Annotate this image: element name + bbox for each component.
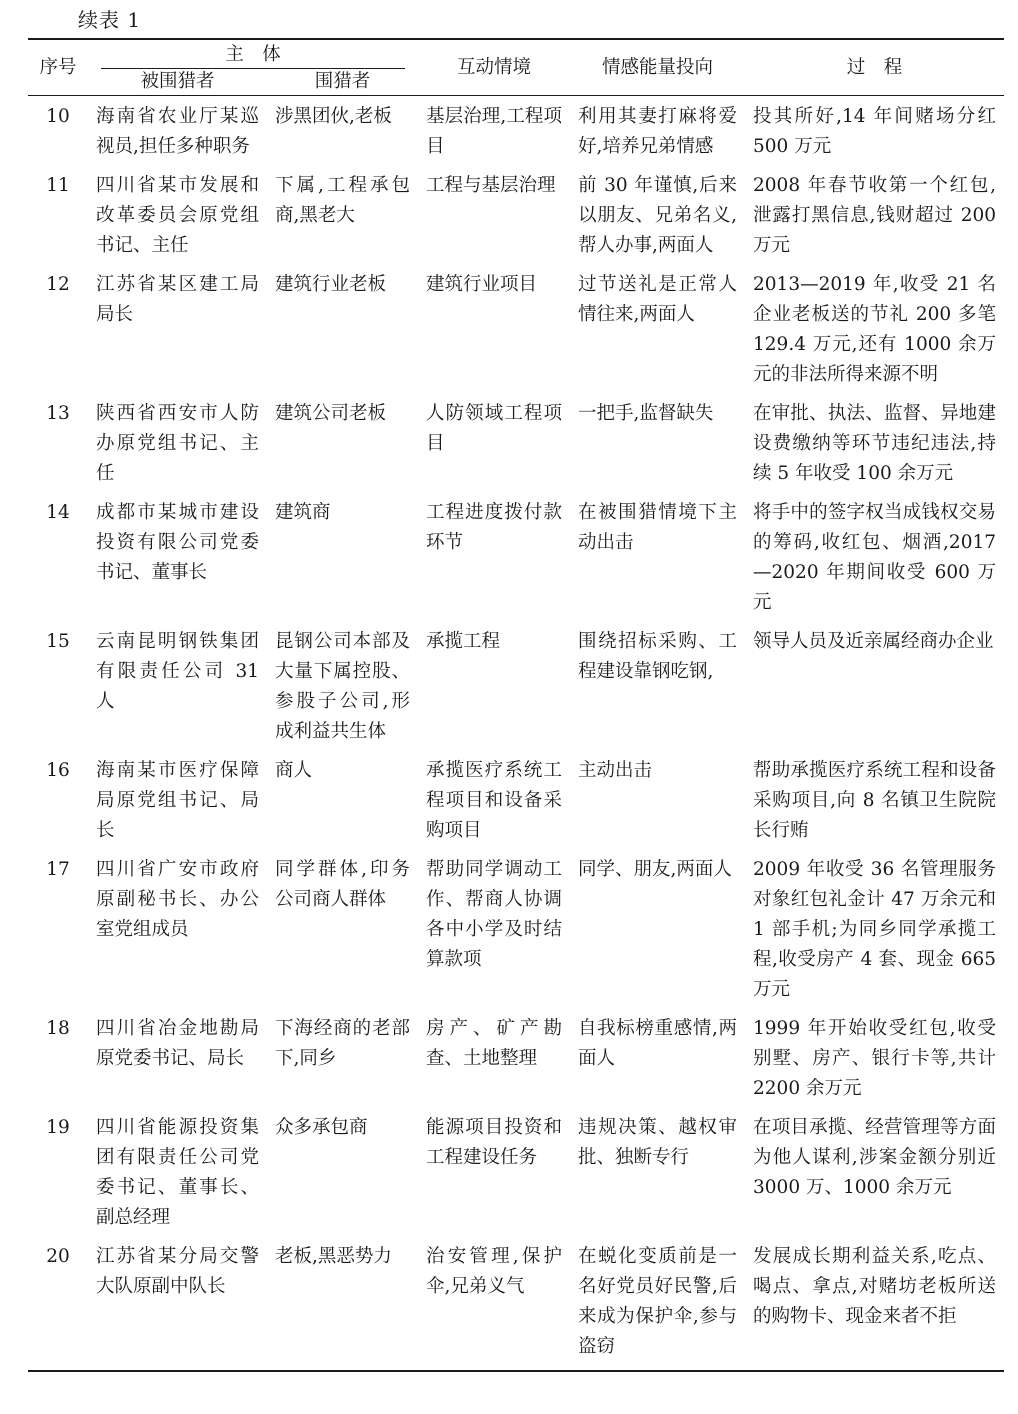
cell-emotion: 围绕招标采购、工程建设靠钢吃钢, <box>578 631 738 682</box>
cell-process: 将手中的签字权当成钱权交易的筹码,收红包、烟酒,2017—2020 年期间收受 600 万元 <box>753 502 997 613</box>
table-row <box>28 750 1004 849</box>
cell-context: 工程进度拨付款环节 <box>426 502 563 553</box>
cell-context: 治安管理,保护伞,兄弟义气 <box>418 1236 570 1371</box>
cell-process: 投其所好,14 年间赌场分红 500 万元 <box>753 106 997 157</box>
cell-process: 2013—2019 年,收受 21 名企业老板送的节礼 200 多笔 129.4 万元,还有 1000 余万元的非法所得来源不明 <box>753 274 997 385</box>
cell-hunted: 江苏省某区建工局局长 <box>96 274 259 325</box>
header-context: 互动情境 <box>418 39 570 96</box>
table-row <box>28 165 1004 264</box>
table-header <box>28 39 1004 96</box>
table-caption: 续表 1 <box>78 8 142 32</box>
cell-hunted: 四川省能源投资集团有限责任公司党委书记、董事长、副总经理 <box>96 1117 259 1228</box>
cell-hunter: 下海经商的老部下,同乡 <box>275 1018 411 1069</box>
cell-hunter: 老板,黑恶势力 <box>267 1236 418 1371</box>
cell-process: 在项目承揽、经营管理等方面为他人谋利,涉案金额分别近 3000 万、1000 余万元 <box>753 1117 997 1198</box>
row-number: 19 <box>46 1117 70 1138</box>
cell-context: 人防领域工程项目 <box>426 403 563 454</box>
cell-hunter: 建筑商 <box>275 502 331 523</box>
row-number: 20 <box>28 1236 88 1371</box>
cell-process: 2009 年收受 36 名管理服务对象红包礼金计 47 万余元和 1 部手机;为同乡同学承揽工程,收受房产 4 套、现金 665 万元 <box>753 859 997 1000</box>
cell-hunter: 建筑公司老板 <box>275 403 387 424</box>
table-row <box>28 849 1004 1008</box>
header-subject-label: 主 体 <box>225 44 281 65</box>
table-row <box>28 1107 1004 1236</box>
row-number: 14 <box>46 502 70 523</box>
cell-emotion: 过节送礼是正常人情往来,两面人 <box>578 274 738 325</box>
table-body <box>28 96 1004 1372</box>
cell-context: 承揽工程 <box>426 631 501 652</box>
data-table <box>28 38 1004 1372</box>
cell-hunter: 商人 <box>275 760 313 781</box>
row-number: 10 <box>46 106 70 127</box>
row-number: 15 <box>46 631 70 652</box>
cell-emotion: 自我标榜重感情,两面人 <box>578 1018 738 1069</box>
cell-hunted: 四川省广安市政府原副秘书长、办公室党组成员 <box>96 859 259 940</box>
table-row <box>28 393 1004 492</box>
row-number: 17 <box>46 859 70 880</box>
cell-emotion: 同学、朋友,两面人 <box>578 859 732 880</box>
cell-context: 工程与基层治理 <box>426 175 556 196</box>
cell-process: 1999 年开始收受红包,收受别墅、房产、银行卡等,共计 2200 余万元 <box>753 1018 997 1099</box>
cell-emotion: 在蜕化变质前是一名好党员好民警,后来成为保护伞,参与盗窃 <box>570 1236 745 1371</box>
cell-process: 发展成长期利益关系,吃点、喝点、拿点,对赌坊老板所送的购物卡、现金来者不拒 <box>745 1236 1004 1371</box>
row-number: 12 <box>46 274 70 295</box>
cell-emotion: 一把手,监督缺失 <box>578 403 714 424</box>
cell-process: 领导人员及近亲属经商办企业 <box>753 631 994 652</box>
cell-hunter: 众多承包商 <box>275 1117 368 1138</box>
row-number: 16 <box>46 760 70 781</box>
row-number: 11 <box>46 175 70 196</box>
cell-hunter: 同学群体,印务公司商人群体 <box>275 859 411 910</box>
cell-emotion: 主动出击 <box>578 760 653 781</box>
cell-context: 基层治理,工程项目 <box>426 106 563 157</box>
cell-context: 承揽医疗系统工程项目和设备采购项目 <box>426 760 563 841</box>
header-subject <box>88 39 418 69</box>
header-hunted: 被围猎者 <box>88 69 267 96</box>
cell-process: 帮助承揽医疗系统工程和设备采购项目,向 8 名镇卫生院院长行贿 <box>753 760 997 841</box>
table-row <box>28 492 1004 621</box>
table-row <box>28 96 1004 166</box>
table-row <box>28 621 1004 750</box>
cell-context: 房产、矿产勘查、土地整理 <box>426 1018 563 1069</box>
row-number: 18 <box>46 1018 70 1039</box>
cell-emotion: 利用其妻打麻将爱好,培养兄弟情感 <box>578 106 738 157</box>
cell-process: 在审批、执法、监督、异地建设费缴纳等环节违纪违法,持续 5 年收受 100 余万元 <box>753 403 997 484</box>
cell-emotion: 在被围猎情境下主动出击 <box>578 502 738 553</box>
cell-hunter: 下属,工程承包商,黑老大 <box>275 175 411 226</box>
cell-hunted: 成都市某城市建设投资有限公司党委书记、董事长 <box>96 502 259 583</box>
header-process: 过 程 <box>745 39 1004 96</box>
header-emotion: 情感能量投向 <box>570 39 745 96</box>
cell-hunted: 陕西省西安市人防办原党组书记、主任 <box>96 403 259 484</box>
cell-hunted: 四川省某市发展和改革委员会原党组书记、主任 <box>96 175 259 256</box>
cell-context: 帮助同学调动工作、帮商人协调各中小学及时结算款项 <box>426 859 563 970</box>
cell-hunter: 涉黑团伙,老板 <box>275 106 392 127</box>
table-row <box>28 1236 1004 1371</box>
cell-context: 能源项目投资和工程建设任务 <box>426 1117 563 1168</box>
cell-hunted: 江苏省某分局交警大队原副中队长 <box>88 1236 267 1371</box>
header-seq: 序号 <box>28 39 88 96</box>
cell-emotion: 违规决策、越权审批、独断专行 <box>578 1117 738 1168</box>
header-hunter: 围猎者 <box>267 69 418 96</box>
cell-hunter: 建筑行业老板 <box>275 274 387 295</box>
cell-hunted: 云南昆明钢铁集团有限责任公司 31 人 <box>96 631 259 712</box>
cell-hunter: 昆钢公司本部及大量下属控股、参股子公司,形成利益共生体 <box>275 631 411 742</box>
cell-hunted: 海南省农业厅某巡视员,担任多种职务 <box>96 106 259 157</box>
cell-process: 2008 年春节收第一个红包,泄露打黑信息,钱财超过 200 万元 <box>753 175 997 256</box>
cell-hunted: 四川省冶金地勘局原党委书记、局长 <box>96 1018 259 1069</box>
header-subject-divider <box>101 68 405 69</box>
row-number: 13 <box>46 403 70 424</box>
table-row <box>28 1008 1004 1107</box>
cell-emotion: 前 30 年谨慎,后来以朋友、兄弟名义,帮人办事,两面人 <box>578 175 738 256</box>
cell-context: 建筑行业项目 <box>426 274 538 295</box>
table-row <box>28 264 1004 393</box>
cell-hunted: 海南某市医疗保障局原党组书记、局长 <box>96 760 259 841</box>
